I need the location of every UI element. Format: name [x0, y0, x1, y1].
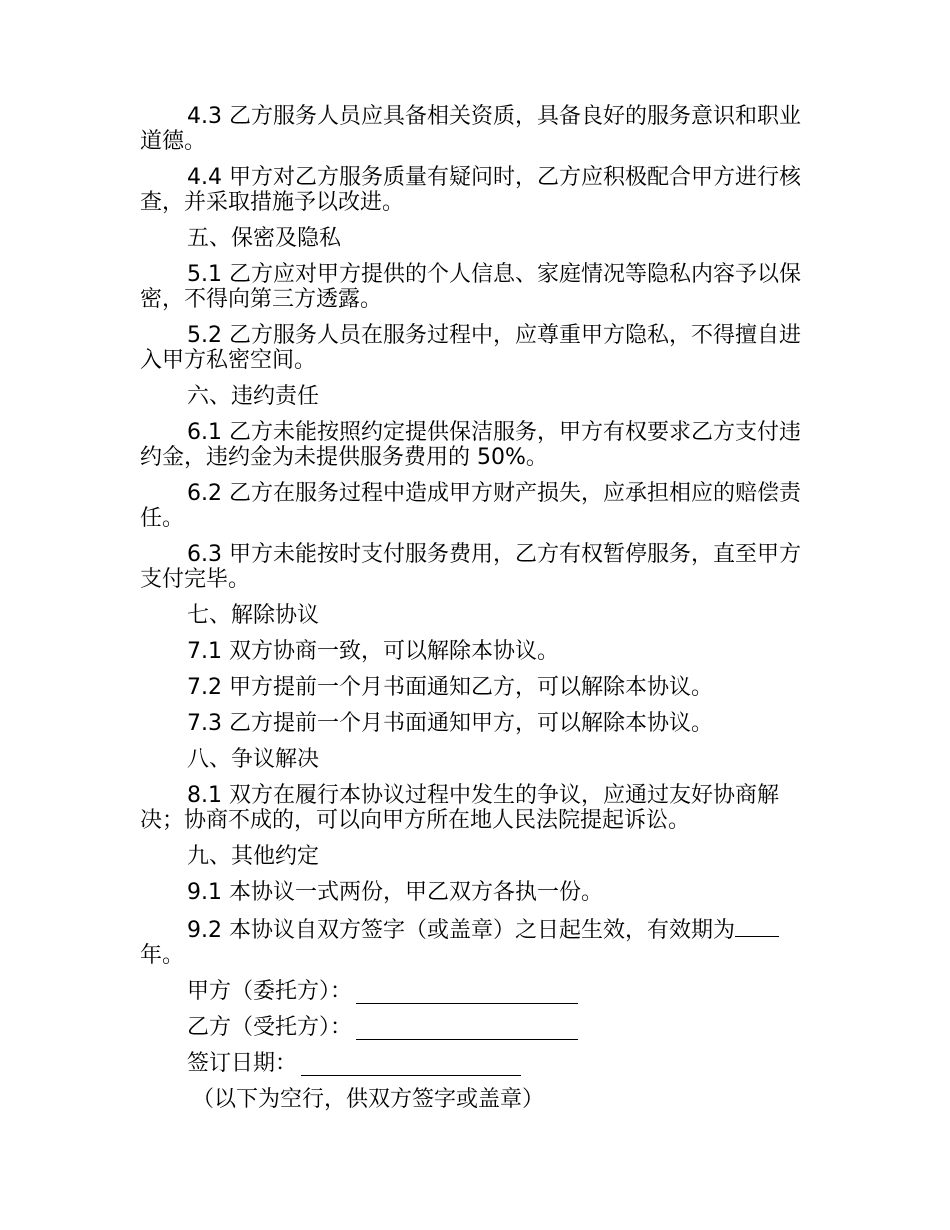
clause-4-4: 4.4 甲方对乙方服务质量有疑问时，乙方应积极配合甲方进行核查，并采取措施予以改进。: [140, 165, 801, 215]
clause-7-1: 7.1 双方协商一致，可以解除本协议。: [187, 639, 559, 664]
clause-8-1: 8.1 双方在履行本协议过程中发生的争议，应通过友好协商解决；协商不成的，可以向甲方所在地人民法院提起诉讼。: [140, 783, 779, 833]
clause-6-3: 6.3 甲方未能按时支付服务费用，乙方有权暂停服务，直至甲方支付完毕。: [140, 542, 801, 592]
clause-4-3: 4.3 乙方服务人员应具备相关资质，具备良好的服务意识和职业道德。: [140, 104, 801, 154]
section-heading-7: 七、解除协议: [187, 603, 320, 628]
clause-7-2: 7.2 甲方提前一个月书面通知乙方，可以解除本协议。: [187, 675, 713, 700]
clause-5-1: 5.1 乙方应对甲方提供的个人信息、家庭情况等隐私内容予以保密，不得向第三方透露。: [140, 262, 801, 312]
party-a-label: 甲方（委托方）：: [187, 979, 353, 1004]
party-b-signature-line: [187, 1015, 804, 1040]
party-b-label: 乙方（受托方）：: [187, 1015, 353, 1040]
clause-9-2: [140, 916, 804, 968]
clause-9-1: 9.1 本协议一式两份，甲乙双方各执一份。: [187, 880, 603, 905]
party-a-signature-line: [187, 979, 804, 1004]
validity-years-blank: [735, 916, 779, 937]
clause-5-2: 5.2 乙方服务人员在服务过程中，应尊重甲方隐私，不得擅自进入甲方私密空间。: [140, 323, 801, 373]
clause-9-2-suffix: 年。: [140, 943, 185, 968]
blank-space-note: （以下为空行，供双方签字或盖章）: [192, 1087, 545, 1112]
clause-7-3: 7.3 乙方提前一个月书面通知甲方，可以解除本协议。: [187, 711, 713, 736]
section-heading-8: 八、争议解决: [187, 747, 320, 772]
clause-6-1: 6.1 乙方未能按照约定提供保洁服务，甲方有权要求乙方支付违约金，违约金为未提供服务费用的 50%。: [140, 420, 801, 470]
section-heading-6: 六、违约责任: [187, 384, 320, 409]
section-heading-5: 五、保密及隐私: [187, 226, 342, 251]
section-heading-9: 九、其他约定: [187, 844, 320, 869]
party-b-blank: [356, 1017, 578, 1040]
clause-9-2-text: 9.2 本协议自双方签字（或盖章）之日起生效，有效期为: [187, 918, 735, 943]
clause-6-2: 6.2 乙方在服务过程中造成甲方财产损失，应承担相应的赔偿责任。: [140, 481, 801, 531]
document-page: [140, 104, 804, 1112]
date-label: 签订日期：: [187, 1051, 298, 1076]
date-signature-line: [187, 1051, 804, 1076]
party-a-blank: [356, 981, 578, 1004]
date-blank: [301, 1053, 521, 1076]
